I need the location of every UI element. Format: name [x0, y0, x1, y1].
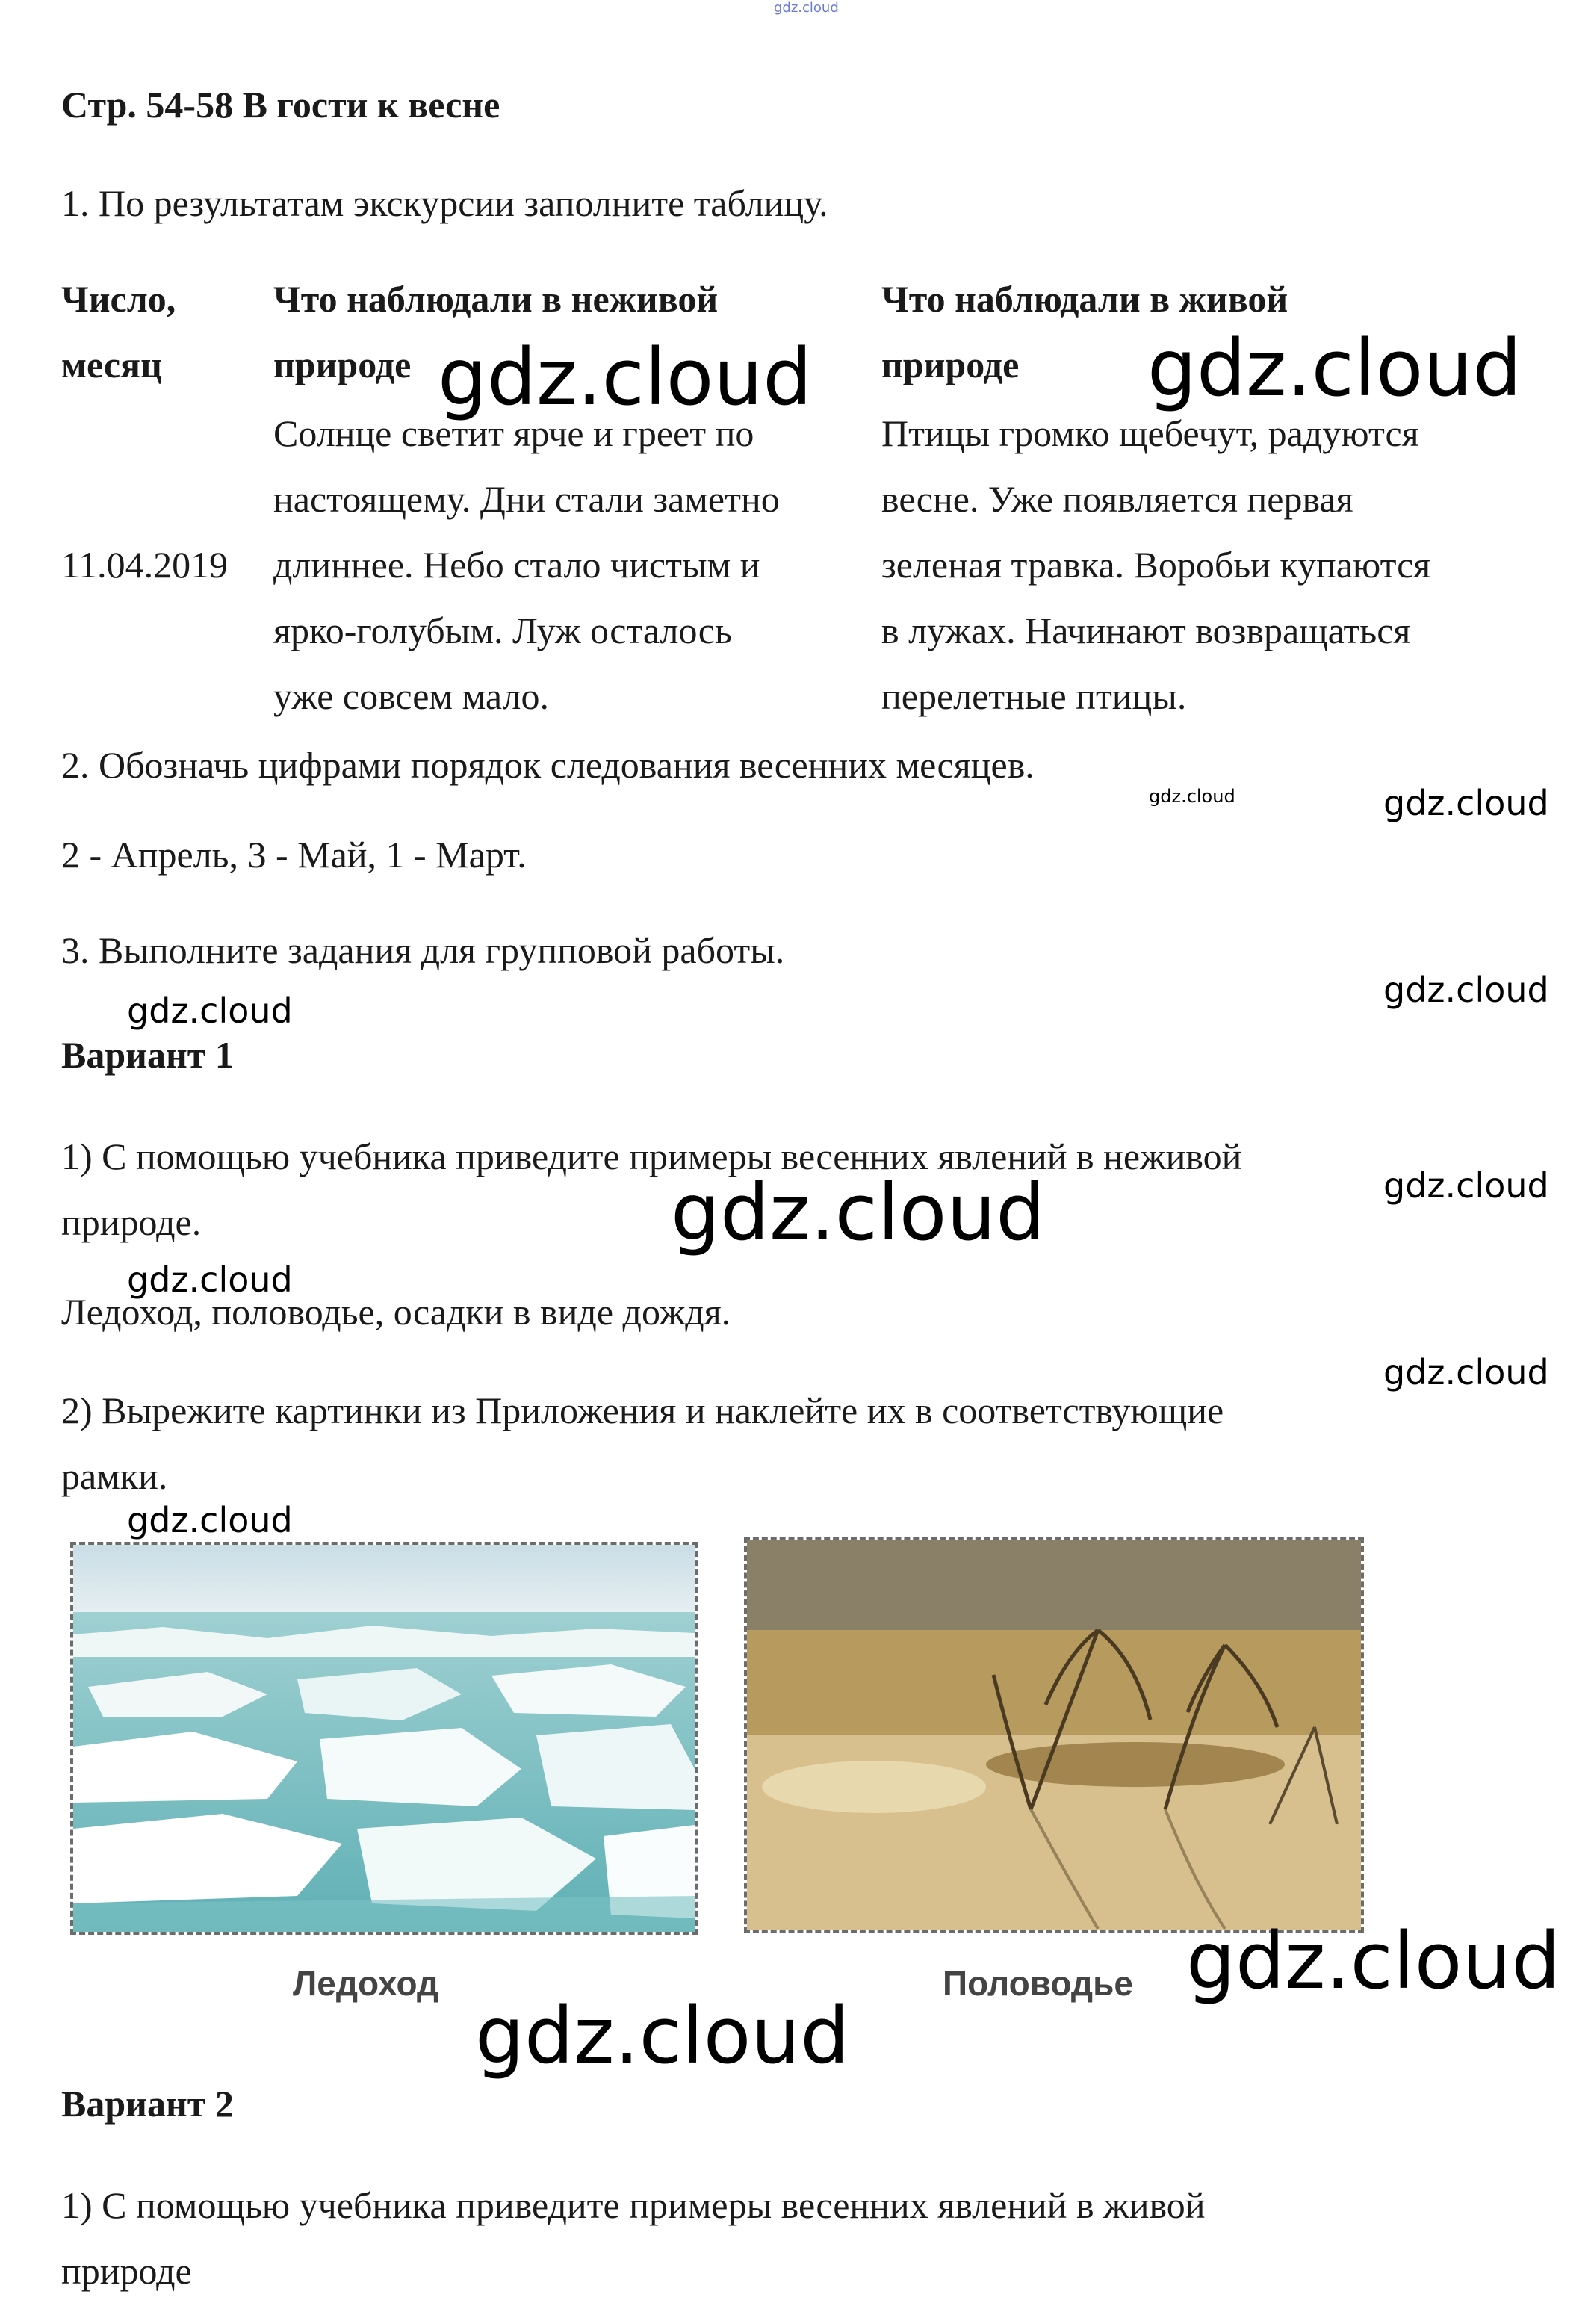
nonliving-line-5: уже совсем мало.	[273, 675, 549, 717]
task1-title: 1. По результатам экскурсии заполните таблицу.	[61, 182, 828, 224]
living-line-2: весне. Уже появляется первая	[881, 478, 1353, 520]
nonliving-line-3: длиннее. Небо стало чистым и	[273, 544, 760, 586]
living-line-4: в лужах. Начинают возвращаться	[881, 610, 1411, 651]
ice-drift-caption: Ледоход	[293, 1964, 439, 2003]
variant1-q2-line1: 2) Вырежите картинки из Приложения и наклейте их в соответствующие	[61, 1389, 1224, 1431]
watermark: gdz.cloud	[127, 1500, 293, 1540]
task2-answer: 2 - Апрель, 3 - Май, 1 - Март.	[61, 834, 527, 876]
variant2-q1-line2: природе	[61, 2250, 192, 2292]
variant1-q1-line2: природе.	[61, 1201, 202, 1243]
watermark: gdz.cloud	[671, 1167, 1046, 1258]
watermark: gdz.cloud	[1147, 323, 1522, 414]
top-watermark: gdz.cloud	[774, 0, 839, 16]
task2-title: 2. Обозначь цифрами порядок следования весенних месяцев.	[61, 744, 1035, 786]
nonliving-line-4: ярко-голубым. Луж осталось	[273, 610, 732, 651]
col-header-nonliving-line1: Что наблюдали в неживой	[273, 278, 719, 320]
variant2-q1-line1: 1) С помощью учебника приведите примеры весенних явлений в живой	[61, 2184, 1206, 2226]
watermark: gdz.cloud	[1383, 970, 1549, 1010]
watermark: gdz.cloud	[1383, 1165, 1549, 1206]
variant1-a1: Ледоход, половодье, осадки в виде дождя.	[61, 1291, 731, 1333]
table-date: 11.04.2019	[61, 544, 229, 586]
living-line-5: перелетные птицы.	[881, 675, 1187, 717]
flood-caption: Половодье	[943, 1964, 1133, 2003]
ice-drift-photo	[70, 1542, 698, 1935]
living-line-3: зеленая травка. Воробьи купаются	[881, 544, 1431, 586]
flood-photo	[744, 1537, 1364, 1933]
variant1-q2-line2: рамки.	[61, 1455, 168, 1497]
watermark: gdz.cloud	[127, 1259, 293, 1300]
page-title: Стр. 54-58 В гости к весне	[61, 84, 500, 126]
watermark: gdz.cloud	[1383, 1352, 1549, 1392]
col-header-date-line1: Число,	[61, 278, 176, 320]
nonliving-line-1: Солнце светит ярче и греет по	[273, 412, 754, 454]
watermark: gdz.cloud	[1383, 783, 1549, 823]
living-line-1: Птицы громко щебечут, радуются	[881, 412, 1419, 454]
watermark: gdz.cloud	[127, 991, 293, 1031]
watermark: gdz.cloud	[438, 332, 813, 423]
variant1-title: Вариант 1	[61, 1034, 234, 1076]
task3-title: 3. Выполните задания для групповой работы.	[61, 929, 785, 971]
col-header-living-line1: Что наблюдали в живой	[881, 278, 1288, 320]
watermark: gdz.cloud	[1186, 1915, 1561, 2007]
col-header-date-line2: месяц	[61, 344, 162, 385]
variant1-q1-line1: 1) С помощью учебника приведите примеры весенних явлений в неживой	[61, 1135, 1242, 1177]
col-header-nonliving-line2: природе	[273, 344, 412, 385]
nonliving-line-2: настоящему. Дни стали заметно	[273, 478, 780, 520]
watermark: gdz.cloud	[1149, 786, 1235, 807]
watermark: gdz.cloud	[475, 1990, 850, 2081]
col-header-living-line2: природе	[881, 344, 1020, 385]
variant2-title: Вариант 2	[61, 2083, 234, 2125]
